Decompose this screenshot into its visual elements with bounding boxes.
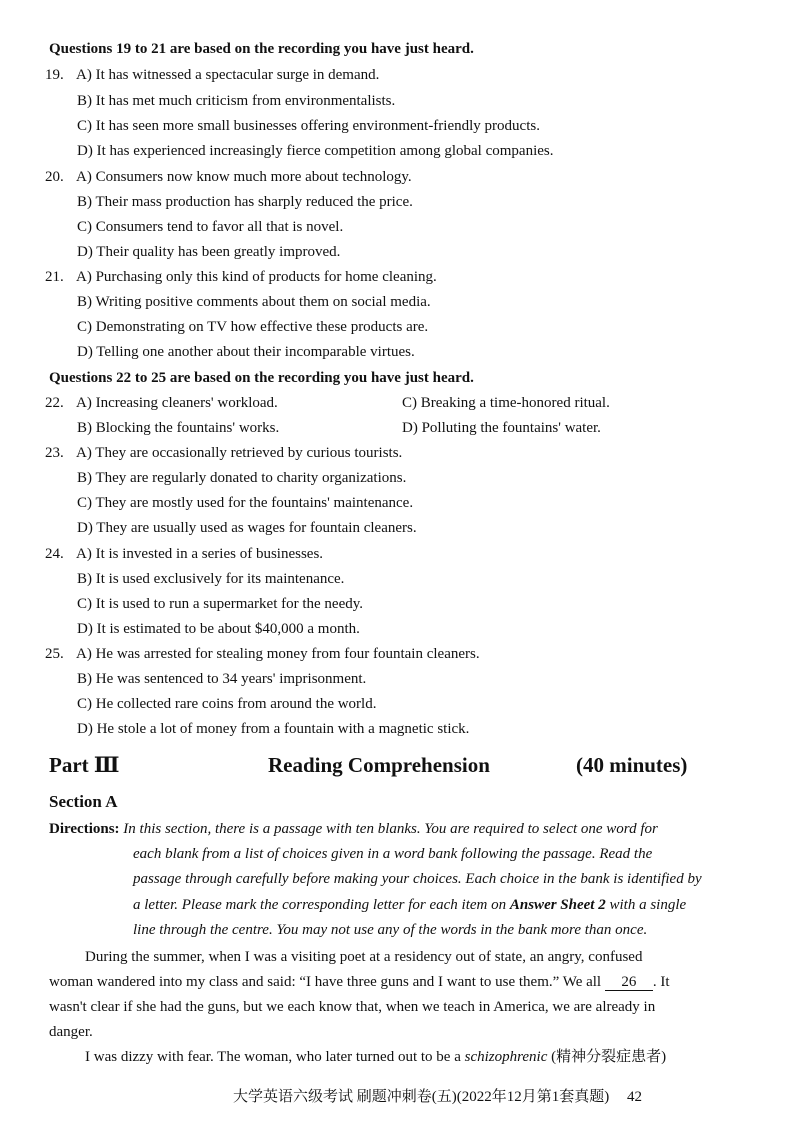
passage-term: schizophrenic (464, 1049, 548, 1065)
directions-line-1 (49, 817, 658, 842)
option[interactable]: C) Breaking a time-honored ritual. (402, 395, 610, 411)
section-a-label: Section A (49, 792, 118, 811)
page-footer (233, 1085, 642, 1106)
passage-text: . It (652, 974, 670, 990)
option[interactable]: A) It is invested in a series of businesses. (76, 546, 324, 562)
blank-26[interactable]: 26 (605, 975, 653, 991)
passage-line: wasn't clear if she had the guns, but we each know that, when we teach in America, we are already in (49, 999, 656, 1015)
footer-title: 大学英语六级考试 刷题冲刺卷(五)(2022年12月第1套真题) (233, 1089, 610, 1105)
option[interactable]: B) Blocking the fountains' works. (77, 420, 280, 436)
directions-line-3: passage through carefully before making your choices. Each choice in the bank is identified by (133, 871, 702, 887)
directions-label: Directions: (49, 821, 120, 837)
option[interactable]: D) Telling one another about their incomparable virtues. (77, 344, 415, 360)
directions-line-4 (133, 893, 686, 918)
page-number: 42 (626, 1089, 642, 1105)
option[interactable]: A) Consumers now know much more about technology. (76, 169, 412, 185)
passage-text: woman wandered into my class and said: “I have three guns and I want to use them.” We all (49, 974, 602, 990)
option[interactable]: A) He was arrested for stealing money from four fountain cleaners. (76, 646, 480, 662)
part-title: Reading Comprehension (268, 753, 490, 777)
passage-line (85, 1045, 666, 1069)
directions-text: a letter. Please mark the corresponding letter for each item on (133, 897, 510, 913)
option[interactable]: D) He stole a lot of money from a fountain with a magnetic stick. (77, 721, 470, 737)
option[interactable]: A) It has witnessed a spectacular surge in demand. (76, 67, 380, 83)
option[interactable]: D) It is estimated to be about $40,000 a month. (77, 621, 360, 637)
answer-sheet-ref: Answer Sheet 2 (509, 897, 606, 913)
option[interactable]: C) It has seen more small businesses offering environment-friendly products. (77, 118, 540, 134)
question-number: 20. (45, 169, 64, 185)
directions-line-2: each blank from a list of choices given in a word bank following the passage. Read the (133, 846, 653, 862)
option[interactable]: B) It has met much criticism from environmentalists. (77, 93, 396, 109)
questions-19-21-heading: Questions 19 to 21 are based on the recording you have just heard. (49, 41, 474, 57)
directions-text: with a single (605, 897, 687, 913)
option[interactable]: B) It is used exclusively for its maintenance. (77, 571, 345, 587)
option[interactable]: D) Polluting the fountains' water. (402, 420, 601, 436)
passage-text: (精神分裂症患者) (547, 1049, 667, 1065)
directions-text: In this section, there is a passage with ten blanks. You are required to select one word for (123, 821, 658, 837)
question-number: 25. (45, 646, 64, 662)
option[interactable]: D) Their quality has been greatly improved. (77, 244, 341, 260)
passage-line (49, 970, 670, 994)
question-number: 24. (45, 546, 64, 562)
option[interactable]: D) It has experienced increasingly fierce competition among global companies. (77, 143, 554, 159)
option[interactable]: A) Increasing cleaners' workload. (76, 395, 278, 411)
question-number: 19. (45, 67, 64, 83)
option[interactable]: B) They are regularly donated to charity organizations. (77, 470, 407, 486)
questions-22-25-heading: Questions 22 to 25 are based on the recording you have just heard. (49, 370, 474, 386)
question-number: 21. (45, 269, 64, 285)
option[interactable]: B) He was sentenced to 34 years' imprisonment. (77, 671, 367, 687)
option[interactable]: A) Purchasing only this kind of products for home cleaning. (76, 269, 437, 285)
option[interactable]: B) Writing positive comments about them on social media. (77, 294, 431, 310)
option[interactable]: C) They are mostly used for the fountains' maintenance. (77, 495, 414, 511)
passage-text: I was dizzy with fear. The woman, who later turned out to be a (85, 1049, 465, 1065)
passage-line: danger. (49, 1024, 93, 1040)
passage-line: During the summer, when I was a visiting poet at a residency out of state, an angry, confused (85, 949, 643, 965)
option[interactable]: C) Consumers tend to favor all that is novel. (77, 219, 344, 235)
part-label: Part Ⅲ (49, 753, 120, 777)
part-time: (40 minutes) (576, 753, 688, 777)
question-number: 22. (45, 395, 64, 411)
option[interactable]: C) He collected rare coins from around the world. (77, 696, 377, 712)
question-number: 23. (45, 445, 64, 461)
option[interactable]: C) Demonstrating on TV how effective these products are. (77, 319, 429, 335)
option[interactable]: D) They are usually used as wages for fountain cleaners. (77, 520, 417, 536)
directions-line-5: line through the centre. You may not use any of the words in the bank more than once. (133, 922, 648, 938)
option[interactable]: B) Their mass production has sharply reduced the price. (77, 194, 413, 210)
option[interactable]: A) They are occasionally retrieved by curious tourists. (76, 445, 403, 461)
option[interactable]: C) It is used to run a supermarket for the needy. (77, 596, 364, 612)
